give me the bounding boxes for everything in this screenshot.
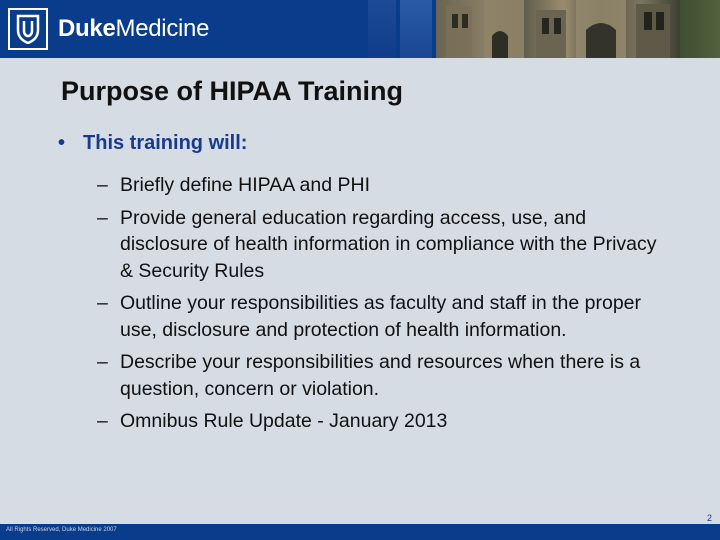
sub-bullet-item [97,290,657,343]
brand-name-regular: Medicine [115,15,210,42]
sub-bullet-text: Describe your responsibilities and resources when there is a question, concern or violation. [120,351,641,400]
duke-shield-logo-icon [8,8,48,50]
sub-bullet-text: Outline your responsibilities as faculty and staff in the proper use, disclosure and protection of health information. [120,292,642,341]
slide-title: Purpose of HIPAA Training [61,76,404,106]
photo-panel-2 [400,0,432,58]
brand-name [58,14,209,44]
dash-marker: – [97,410,108,432]
sub-bullet-text: Omnibus Rule Update - January 2013 [120,410,448,432]
bullet-text: This training will: [83,132,248,154]
sub-bullet-item [97,349,657,402]
campus-photo-strip [368,0,720,58]
dash-marker: – [97,351,108,373]
sub-bullet-text: Briefly define HIPAA and PHI [120,174,371,196]
header-bar [0,0,720,58]
copyright-text: All Rights Reserved, Duke Medicine 2007 [6,527,117,533]
dash-marker: – [97,174,108,196]
sub-bullet-text: Provide general education regarding access, use, and disclosure of health information in compliance with the Privacy & Security Rules [120,206,657,282]
page-number: 2 [706,513,712,523]
dash-marker: – [97,292,108,314]
photo-panel-1 [368,0,396,58]
sub-bullet-item [97,205,657,285]
sub-bullet-list [97,172,657,441]
sub-bullet-item [97,408,657,435]
dash-marker: – [97,206,108,229]
bullet-marker: • [58,132,66,154]
footer-bar [0,524,720,540]
main-bullet [58,132,247,155]
brand-name-bold: Duke [58,15,116,42]
sub-bullet-item [97,172,657,199]
photo-panel-3 [436,0,720,58]
